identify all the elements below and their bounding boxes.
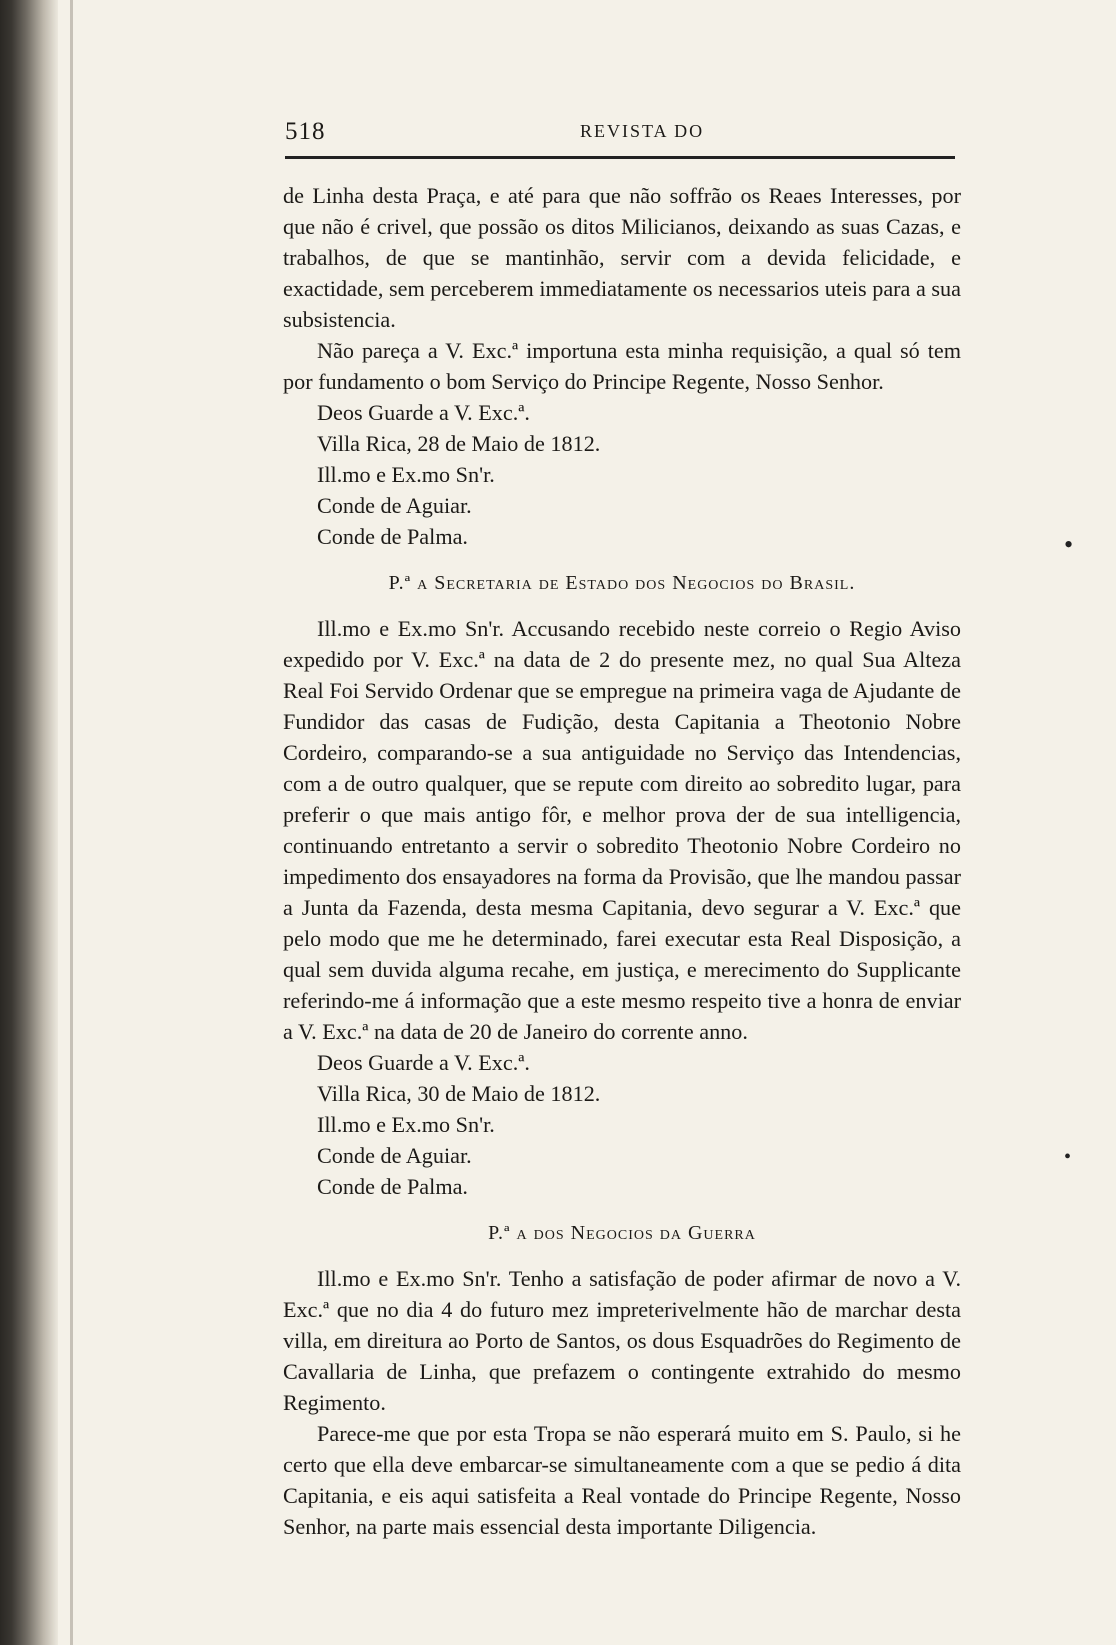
section-heading-2 (283, 1218, 961, 1249)
paragraph-5: Parece-me que por esta Tropa se não esperará muito em S. Paulo, si he certo que ella deve embarcar-se simultaneamente com a que se pedio á dita Capitania, e eis aqui satisfeita a Real vontade do Principe Regente, Nosso Senhor, na parte mais essencial desta importante Diligencia. (283, 1421, 961, 1539)
book-spine-shadow (0, 0, 58, 1645)
paragraph-4: Ill.mo e Ex.mo Sn'r. Tenho a satisfação de poder afirmar de novo a V. Exc.ª que no dia 4 do futuro mez impreterivelmente hão de marchar desta villa, em direitura ao Porto de Santos, os dous Esquadrões do Regimento de Cavallaria de Linha, que prefazem o contingente extrahido do mesmo Regimento. (283, 1266, 961, 1415)
closing-line: Conde de Palma. (317, 524, 468, 549)
margin-speck: • (1064, 530, 1074, 559)
header-rule (285, 156, 955, 159)
closing-line: Ill.mo e Ex.mo Sn'r. (317, 462, 495, 487)
heading-text: P.ª a dos Negocios da Guerra (488, 1222, 756, 1244)
closing-line: Villa Rica, 28 de Maio de 1812. (317, 431, 601, 456)
heading-text: P.ª a Secretaria de Estado dos Negocios do Brasil. (388, 572, 856, 594)
margin-speck: • (1064, 1146, 1072, 1168)
closing-line: Deos Guarde a V. Exc.ª. (317, 1050, 530, 1075)
closing-line: Conde de Aguiar. (317, 493, 472, 518)
paragraph-2: Não pareça a V. Exc.ª importuna esta minha requisição, a qual só tem por fundamento o bom Serviço do Principe Regente, Nosso Senhor. (283, 338, 961, 394)
page-body (283, 180, 961, 1542)
paragraph-1: de Linha desta Praça, e até para que não soffrão os Reaes Interesses, por que não é crivel, que possão os ditos Milicianos, deixando as suas Cazas, e trabalhos, de que se mantinhão, servir com a devida felicidade, e exactidade, sem perceberem immediatamente os necessarios uteis para a sua subsistencia. (283, 183, 961, 332)
closing-line: Deos Guarde a V. Exc.ª. (317, 400, 530, 425)
page-edge-line (70, 0, 73, 1645)
closing-line: Villa Rica, 30 de Maio de 1812. (317, 1081, 601, 1106)
running-title: REVISTA DO (580, 121, 705, 141)
closing-line: Conde de Palma. (317, 1174, 468, 1199)
section-heading-1 (283, 568, 961, 599)
paragraph-3: Ill.mo e Ex.mo Sn'r. Accusando recebido neste correio o Regio Aviso expedido por V. Exc.ª na data de 2 do presente mez, no qual Sua Alteza Real Foi Servido Ordenar que se empregue na primeira vaga de Ajudante de Fundidor das casas de Fudição, desta Capitania a Theotonio Nobre Cordeiro, comparando-se a sua antiguidade no Serviço das Intendencias, com a de outro qualquer, que se repute com direito ao sobredito lugar, para preferir o que mais antigo fôr, e melhor prova der de sua intelligencia, continuando entretanto a servir o sobredito Theotonio Nobre Cordeiro no impedimento dos ensayadores na forma da Provisão, que lhe mandou passar a Junta da Fazenda, desta mesma Capitania, devo segurar a V. Exc.ª que pelo modo que me he determinado, farei executar esta Real Disposição, a qual sem duvida alguma recahe, em justiça, e merecimento do Supplicante referindo-me á informação que a este mesmo respeito tive a honra de enviar a V. Exc.ª na data de 20 de Janeiro do corrente anno. (283, 616, 961, 1044)
closing-line: Conde de Aguiar. (317, 1143, 472, 1168)
page-header (285, 118, 955, 158)
closing-line: Ill.mo e Ex.mo Sn'r. (317, 1112, 495, 1137)
page-number: 518 (285, 118, 326, 145)
